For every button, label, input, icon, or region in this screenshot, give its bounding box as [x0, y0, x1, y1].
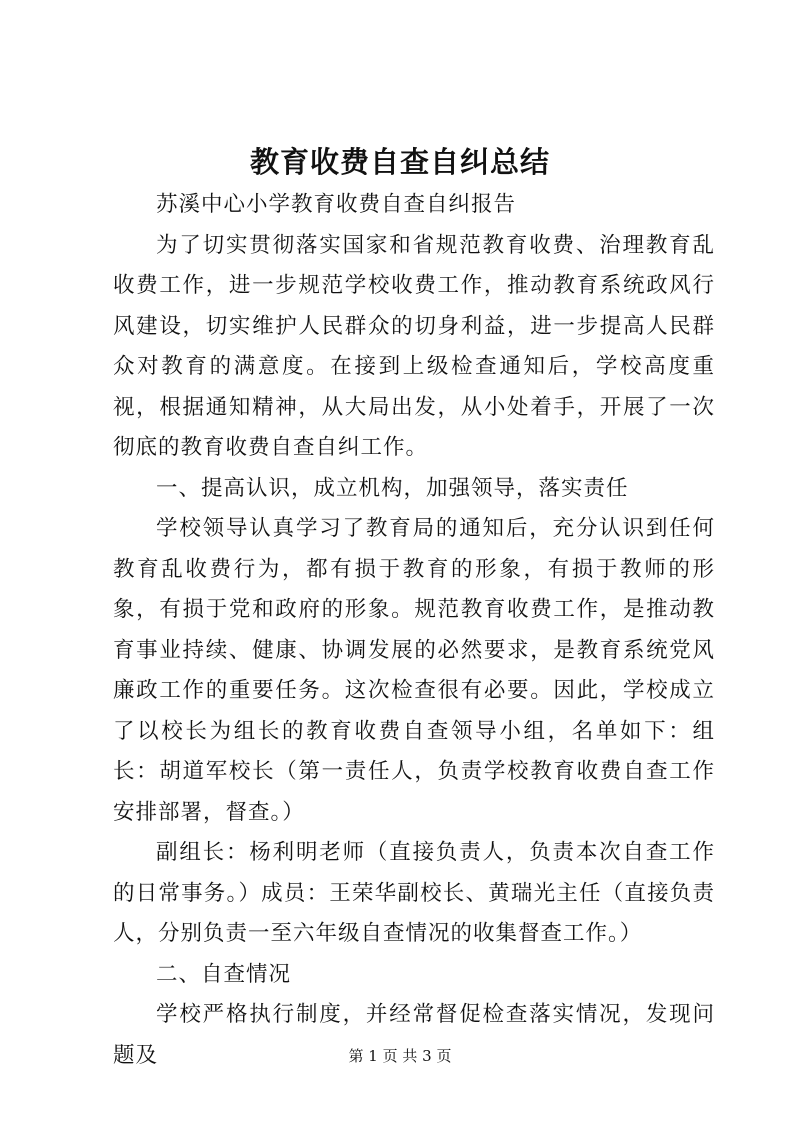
paragraph-self-check: 学校严格执行制度，并经常督促检查落实情况，发现问题及 — [113, 1002, 715, 1068]
section-heading-1: 一、提高认识，成立机构，加强领导，落实责任 — [156, 475, 629, 501]
paragraph-report-heading: 苏溪中心小学教育收费自查自纠报告 — [156, 192, 517, 217]
paragraph-intro: 为了切实贯彻落实国家和省规范教育收费、治理教育乱收费工作，进一步规范学校收费工作，推动教育系统政风行风建设，切实维护人民群众的切身利益，进一步提高人民群众对教育的满意度。在接到上级检查通知后，学校高度重视，根据通知精神，从大局出发，从小处着手，开展了一次彻底的教育收费自查自纠工作。 — [113, 232, 715, 460]
paragraph-leadership: 学校领导认真学习了教育局的通知后，充分认识到任何教育乱收费行为，都有损于教育的形象，有损于教师的形象，有损于党和政府的形象。规范教育收费工作，是推动教育事业持续、健康、协调发展的必然要求，是教育系统党风廉政工作的重要任务。这次检查很有必要。因此，学校成立了以校长为组长的教育收费自查领导小组，名单如下：组长：胡道军校长（第一责任人，负责学校教育收费自查工作安排部署，督查。） — [113, 516, 715, 825]
page-footer: 第 1 页 共 3 页 — [348, 1047, 452, 1065]
paragraph-members: 副组长：杨利明老师（直接负责人，负责本次自查工作的日常事务。）成员：王荣华副校长、黄瑞光主任（直接负责人，分别负责一至六年级自查情况的收集督查工作。） — [113, 840, 715, 946]
section-heading-2: 二、自查情况 — [156, 961, 292, 987]
document-title: 教育收费自查自纠总结 — [249, 145, 550, 179]
document-body — [113, 185, 715, 1076]
